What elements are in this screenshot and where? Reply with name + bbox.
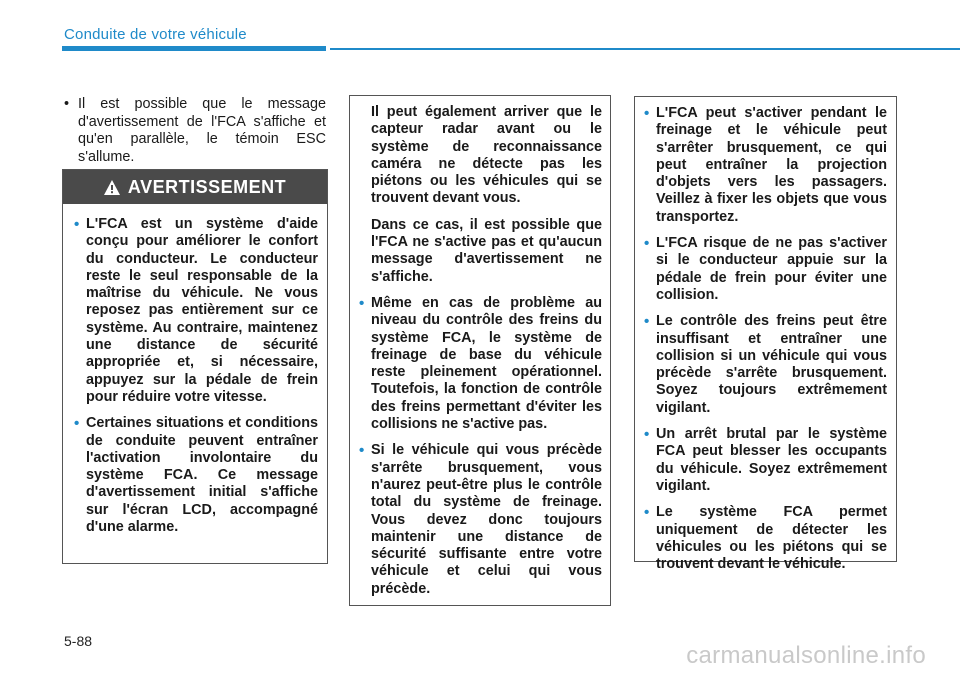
bullet-marker: • bbox=[64, 96, 70, 112]
list-item: • Si le véhicule qui vous précède s'arrête brusquement, vous n'aurez peut-être plus le contrôle total du système de freinage. Vous devez donc toujours maintenir une distance de sécurité suffisante entre votre véhicule et celui qui vous précède. bbox=[359, 442, 602, 597]
header-rule-thin bbox=[330, 48, 960, 50]
list-item: • Le système FCA permet uniquement de détecter les véhicules ou les piétons qui se trouvent devant le véhicule. bbox=[644, 504, 887, 573]
list-item: • Le contrôle des freins peut être insuffisant et entraîner une collision si un véhicule qui vous précède s'arrête brusquement. Soyez toujours extrêmement vigilant. bbox=[644, 313, 887, 416]
paragraph: Il peut également arriver que le capteur radar avant ou le système de reconnaissance caméra ne détecte pas les piétons ou les véhicules qui se trouvent devant vous. bbox=[371, 104, 602, 207]
middle-box bbox=[349, 95, 611, 606]
bullet-icon: • bbox=[644, 105, 650, 122]
bullet-icon: • bbox=[359, 294, 365, 312]
section-title: Conduite de votre véhicule bbox=[64, 26, 247, 43]
paragraph: Dans ce cas, il est possible que l'FCA ne s'active pas et qu'aucun message d'avertissement ne s'affiche. bbox=[371, 216, 602, 285]
warning-header bbox=[63, 170, 327, 204]
header-rule-thick bbox=[62, 46, 326, 51]
watermark: carmanualsonline.info bbox=[686, 642, 926, 669]
list-item: • L'FCA risque de ne pas s'activer si le conducteur appuie sur la pédale de frein pour éviter une collision. bbox=[644, 235, 887, 303]
middle-content bbox=[359, 104, 602, 607]
bullet-icon: • bbox=[359, 442, 365, 460]
bullet-icon: • bbox=[644, 313, 650, 331]
list-item: • Un arrêt brutal par le système FCA peut blesser les occupants du véhicule. Soyez extrêmement vigilant. bbox=[644, 426, 887, 494]
right-list bbox=[644, 105, 887, 582]
intro-note bbox=[64, 96, 326, 166]
list-item: • Certaines situations et conditions de conduite peuvent entraîner l'activation involontaire du système FCA. Ce message d'avertissement initial s'affiche sur l'écran LCD, accompagné d'une alarme. bbox=[74, 415, 318, 536]
warning-triangle-icon bbox=[104, 180, 120, 195]
bullet-icon: • bbox=[644, 235, 650, 253]
intro-text: Il est possible que le message d'avertissement de l'FCA s'affiche et qu'en parallèle, le témoin ESC s'allume. bbox=[78, 96, 326, 165]
warning-title: AVERTISSEMENT bbox=[127, 176, 287, 197]
list-item: • Même en cas de problème au niveau du contrôle des freins du système FCA, le système de freinage de base du véhicule reste pleinement opérationnel. Toutefois, la fonction de contrôle des freins permettant d'éviter les collisions ne s'active pas. bbox=[359, 294, 602, 433]
right-box bbox=[634, 96, 897, 573]
bullet-icon: • bbox=[644, 426, 650, 444]
bullet-icon: • bbox=[74, 216, 80, 233]
list-item: • L'FCA est un système d'aide conçu pour améliorer le confort du conducteur. Le conducteur reste le seul responsable de la maîtrise du véhicule. Ne vous reposez pas entièrement sur ce système. Au contraire, maintenez une distance de sécurité appropriée et, si nécessaire, appuyez sur la pédale de frein pour réduire votre vitesse. bbox=[74, 216, 318, 405]
warning-list bbox=[74, 216, 318, 545]
warning-box bbox=[62, 169, 328, 564]
bullet-icon: • bbox=[74, 415, 80, 433]
list-item: • L'FCA peut s'activer pendant le freinage et le véhicule peut s'arrêter brusquement, ce qui peut entraîner la projection d'objets vers les passagers. Veillez à fixer les objets que vous transportez. bbox=[644, 105, 887, 225]
bullet-icon: • bbox=[644, 504, 650, 522]
page-number: 5-88 bbox=[64, 633, 93, 649]
